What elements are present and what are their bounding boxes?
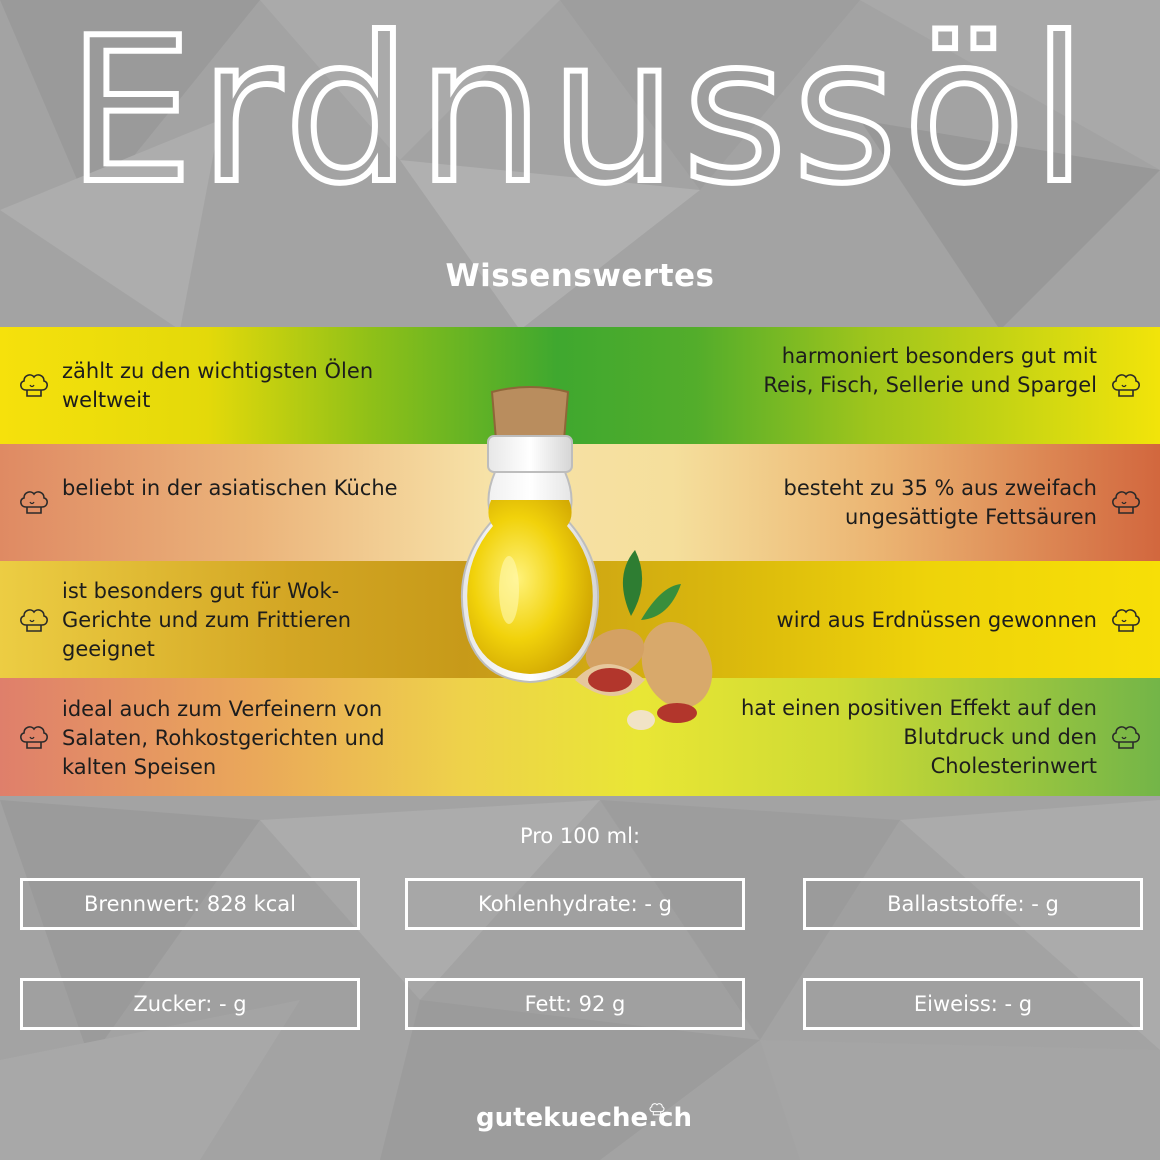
chef-hat-icon <box>1109 487 1143 517</box>
nutrition-brennwert: Brennwert: 828 kcal <box>20 878 360 930</box>
fact-right-4: hat einen positiven Effekt auf den Blutdruck und den Cholesterinwert <box>741 696 1097 778</box>
nutrition-ballaststoffe: Ballaststoffe: - g <box>803 878 1143 930</box>
chef-hat-icon <box>1109 722 1143 752</box>
chef-hat-icon <box>1109 605 1143 635</box>
chef-hat-icon <box>17 370 51 400</box>
nutrition-fett: Fett: 92 g <box>405 978 745 1030</box>
nutrition-label: Pro 100 ml: <box>519 824 641 848</box>
fact-left-4: ideal auch zum Verfeinern von Salaten, Rohkostgerichten und kalten Speisen <box>62 697 385 779</box>
chef-hat-icon <box>17 605 51 635</box>
fact-left-3: ist besonders gut für Wok-Gerichte und zum Frittieren geeignet <box>62 579 352 661</box>
subtitle: Wissenswertes <box>445 258 715 294</box>
fact-right-3: wird aus Erdnüssen gewonnen <box>776 608 1097 632</box>
chef-hat-icon <box>1109 370 1143 400</box>
fact-left-2: beliebt in der asiatischen Küche <box>62 476 398 500</box>
footer-brand: gutekueche.ch <box>476 1103 692 1133</box>
fact-right-1: harmoniert besonders gut mit Reis, Fisch, Sellerie und Spargel <box>763 344 1097 397</box>
chef-hat-icon <box>648 1101 666 1117</box>
svg-text:Erdnussöl: Erdnussöl <box>67 20 1093 210</box>
nutrition-zucker: Zucker: - g <box>20 978 360 1030</box>
fact-right-2: besteht zu 35 % aus zweifach ungesättigte Fettsäuren <box>783 476 1097 529</box>
chef-hat-icon <box>17 487 51 517</box>
chef-hat-icon <box>17 722 51 752</box>
fact-left-1: zählt zu den wichtigsten Ölen weltweit <box>62 359 374 412</box>
page-title <box>0 20 1160 210</box>
oil-bottle-illustration <box>455 380 725 740</box>
nutrition-kohlenhydrate: Kohlenhydrate: - g <box>405 878 745 930</box>
nutrition-eiweiss: Eiweiss: - g <box>803 978 1143 1030</box>
